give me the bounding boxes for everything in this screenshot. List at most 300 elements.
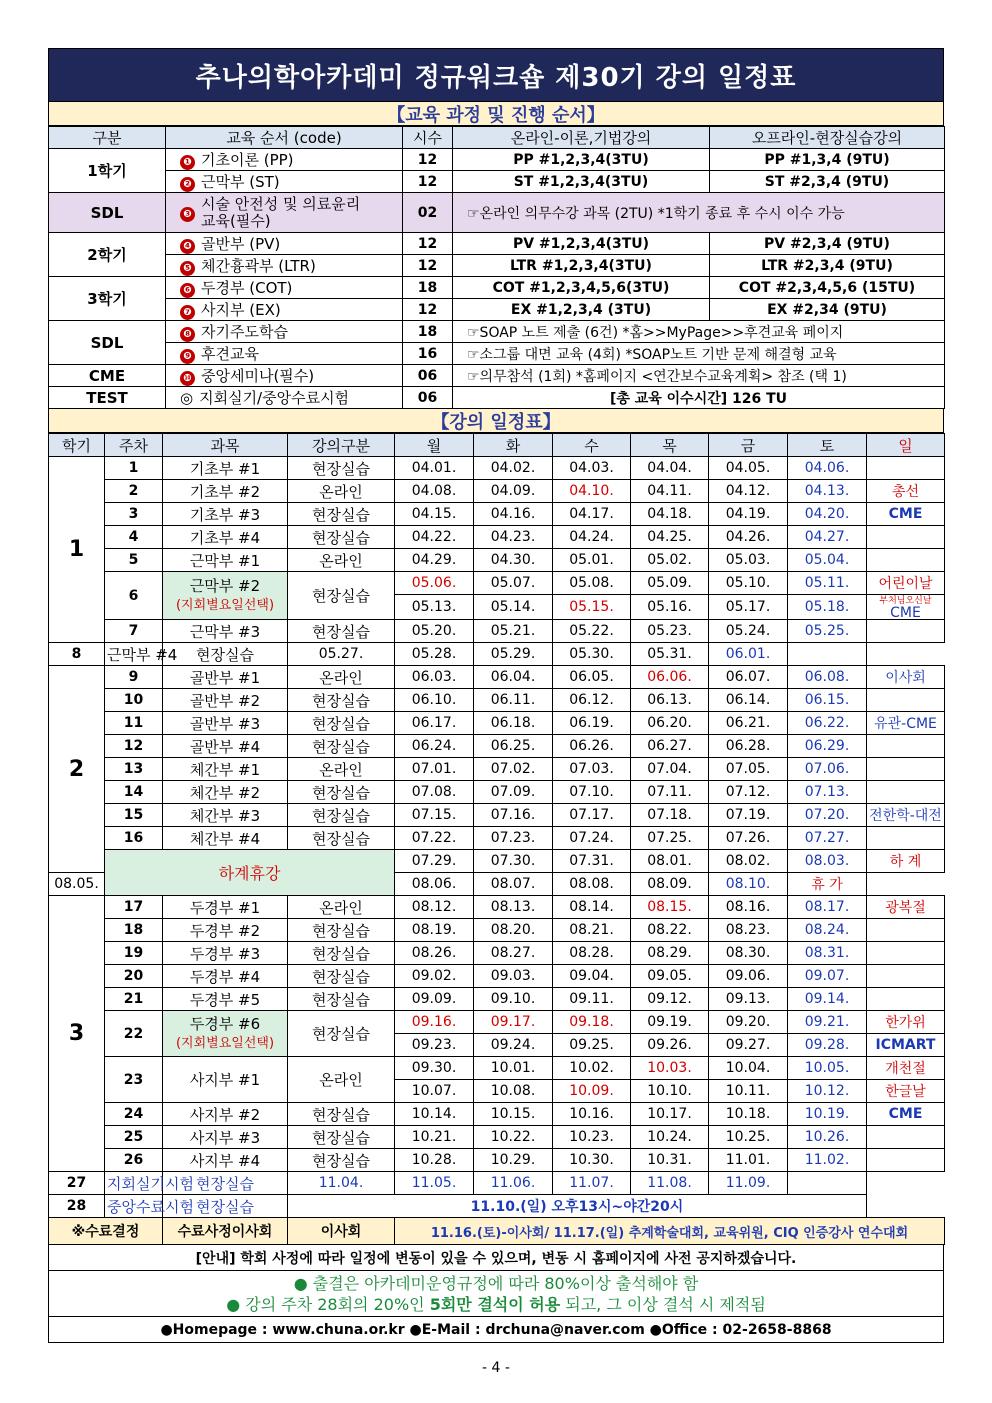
date-cell: 08.31. <box>788 942 867 965</box>
date-cell: 06.07. <box>709 666 788 689</box>
section-schedule-title: 【강의 일정표】 <box>48 409 944 433</box>
schedule-row <box>49 965 945 988</box>
page-number: - 4 - <box>482 1360 510 1376</box>
subject-cell <box>163 1011 288 1057</box>
date-cell: 07.13. <box>788 781 867 804</box>
date-cell: 08.16. <box>709 896 788 919</box>
date-cell: 04.19. <box>709 503 788 526</box>
kind-cell: 온라인 <box>288 896 395 919</box>
course-row <box>49 365 945 387</box>
course-name <box>166 255 403 277</box>
subject-label: 사지부 #2 <box>189 1105 261 1124</box>
course-name <box>166 387 403 409</box>
schedule-page <box>48 48 944 1343</box>
date-cell: 05.03. <box>709 549 788 572</box>
week-cell: 18 <box>105 919 163 942</box>
attendance-line-1: ● 출결은 아카데미운영규정에 따라 80%이상 출석해야 함 <box>293 1273 699 1293</box>
subject-label: 골반부 #4 <box>189 737 261 756</box>
date-cell: 07.20. <box>788 804 867 827</box>
course-offline: PP #1,3,4 (9TU) <box>710 149 945 171</box>
sunday-cell <box>867 827 945 850</box>
course-group: SDL <box>49 321 166 365</box>
course-hours: 18 <box>403 321 453 343</box>
date-cell: 04.02. <box>474 457 553 480</box>
date-cell: 07.10. <box>553 781 631 804</box>
schedule-header: 토 <box>788 434 867 457</box>
date-cell: 05.01. <box>553 549 631 572</box>
date-cell: 09.28. <box>788 1034 867 1057</box>
schedule-row <box>49 781 945 804</box>
subject-label: 근막부 #2 <box>189 576 261 595</box>
date-cell: 10.24. <box>631 1126 709 1149</box>
subject-label: 두경부 #5 <box>189 990 261 1009</box>
date-cell: 10.03. <box>631 1057 709 1080</box>
date-cell: 09.24. <box>474 1034 553 1057</box>
week-cell: 2 <box>105 480 163 503</box>
date-cell: 09.06. <box>709 965 788 988</box>
subject-cell <box>163 572 288 620</box>
date-cell: 10.26. <box>788 1126 867 1149</box>
date-cell: 04.17. <box>553 503 631 526</box>
kind-cell: 현장실습 <box>288 1011 395 1057</box>
subject-label: 골반부 #3 <box>189 714 261 733</box>
week-cell: 24 <box>105 1103 163 1126</box>
date-cell: 05.20. <box>395 620 474 643</box>
subject-label: 중앙수료시험 <box>107 1197 194 1216</box>
course-row <box>49 387 945 409</box>
course-table <box>48 126 945 409</box>
subject-label: 두경부 #4 <box>189 967 261 986</box>
kind-cell: 현장실습 <box>288 689 395 712</box>
schedule-header: 일 <box>867 434 945 457</box>
sunday-cell <box>867 595 945 620</box>
section-course-title: 【교육 과정 및 진행 순서】 <box>48 102 944 126</box>
date-cell: 06.06. <box>631 666 709 689</box>
course-group: CME <box>49 365 166 387</box>
date-cell: 06.29. <box>788 735 867 758</box>
course-row <box>49 277 945 299</box>
subject-cell <box>163 549 288 572</box>
date-cell: 08.06. <box>395 873 474 896</box>
course-name <box>166 193 403 233</box>
date-cell: 09.20. <box>709 1011 788 1034</box>
date-cell: 08.09. <box>631 873 709 896</box>
date-cell: 05.22. <box>553 620 631 643</box>
course-row <box>49 343 945 365</box>
date-cell: 08.10. <box>709 873 788 896</box>
course-online: EX #1,2,3,4 (3TU) <box>453 299 710 321</box>
week-cell: 28 <box>49 1195 105 1218</box>
course-label: 시술 안전성 및 의료윤리 교육(필수) <box>201 194 361 230</box>
course-header: 교육 순서 (code) <box>166 127 403 149</box>
course-row <box>49 299 945 321</box>
date-cell: 08.24. <box>788 919 867 942</box>
kind-cell: 온라인 <box>288 758 395 781</box>
course-name <box>166 171 403 193</box>
course-offline: LTR #2,3,4 (9TU) <box>710 255 945 277</box>
step-number-icon: ❿ <box>180 371 195 386</box>
date-cell: 08.03. <box>788 850 867 873</box>
date-cell: 06.28. <box>709 735 788 758</box>
course-hours: 06 <box>403 387 453 409</box>
course-offline: COT #2,3,4,5,6 (15TU) <box>710 277 945 299</box>
schedule-row <box>49 457 945 480</box>
course-label: 사지부 (EX) <box>201 301 281 319</box>
date-cell: 08.27. <box>474 942 553 965</box>
week-cell: 7 <box>105 620 163 643</box>
date-cell: 07.04. <box>631 758 709 781</box>
date-cell: 09.03. <box>474 965 553 988</box>
date-cell: 06.22. <box>788 712 867 735</box>
kind-cell: 온라인 <box>288 1057 395 1103</box>
schedule-row <box>49 712 945 735</box>
date-cell: 04.06. <box>788 457 867 480</box>
date-cell: 04.26. <box>709 526 788 549</box>
course-note: [총 교육 이수시간] 126 TU <box>453 387 945 409</box>
date-cell: 10.12. <box>788 1080 867 1103</box>
course-name <box>166 321 403 343</box>
date-cell: 08.07. <box>474 873 553 896</box>
schedule-row <box>49 735 945 758</box>
kind-cell: 현장실습 <box>288 712 395 735</box>
date-cell: 10.05. <box>788 1057 867 1080</box>
subject-cell <box>163 896 288 919</box>
date-cell: 10.21. <box>395 1126 474 1149</box>
schedule-row <box>49 1172 945 1195</box>
date-cell: 05.16. <box>631 595 709 620</box>
step-number-icon: ❼ <box>180 305 195 320</box>
week-cell: 10 <box>105 689 163 712</box>
schedule-row <box>49 480 945 503</box>
course-group: 1학기 <box>49 149 166 193</box>
kind-cell: 현장실습 <box>288 503 395 526</box>
course-name <box>166 233 403 255</box>
week-cell: 15 <box>105 804 163 827</box>
completion-kind: 이사회 <box>288 1218 395 1245</box>
course-hours: 18 <box>403 277 453 299</box>
course-label: 자기주도학습 <box>201 323 288 341</box>
course-hours: 12 <box>403 299 453 321</box>
date-cell: 06.24. <box>395 735 474 758</box>
date-cell: 07.26. <box>709 827 788 850</box>
date-cell: 04.29. <box>395 549 474 572</box>
course-group: SDL <box>49 193 166 233</box>
schedule-header: 학기 <box>49 434 105 457</box>
date-cell: 05.14. <box>474 595 553 620</box>
date-cell: 09.05. <box>631 965 709 988</box>
subject-label: 골반부 #2 <box>189 691 261 710</box>
subject-cell <box>163 781 288 804</box>
date-cell: 05.02. <box>631 549 709 572</box>
week-cell: 8 <box>49 643 105 666</box>
date-cell: 04.25. <box>631 526 709 549</box>
date-cell: 10.08. <box>474 1080 553 1103</box>
date-cell: 04.27. <box>788 526 867 549</box>
date-cell: 09.21. <box>788 1011 867 1034</box>
week-cell: 5 <box>105 549 163 572</box>
schedule-row <box>49 572 945 595</box>
course-note: ☞온라인 의무수강 과목 (2TU) *1학기 종료 후 수시 이수 가능 <box>453 193 945 233</box>
course-offline: PV #2,3,4 (9TU) <box>710 233 945 255</box>
date-cell: 07.02. <box>474 758 553 781</box>
course-hours: 12 <box>403 233 453 255</box>
schedule-header: 수 <box>553 434 631 457</box>
course-note: ☞소그룹 대면 교육 (4회) *SOAP노트 기반 문제 해결형 교육 <box>453 343 945 365</box>
date-cell: 05.31. <box>631 643 709 666</box>
sunday-cell: 전한학-대전 <box>867 804 945 827</box>
date-cell: 05.30. <box>553 643 631 666</box>
date-cell: 04.24. <box>553 526 631 549</box>
date-cell: 06.26. <box>553 735 631 758</box>
date-cell: 05.06. <box>395 572 474 595</box>
sunday-cell <box>867 689 945 712</box>
sunday-cell <box>867 919 945 942</box>
date-cell: 06.13. <box>631 689 709 712</box>
date-cell: 06.20. <box>631 712 709 735</box>
date-cell: 06.27. <box>631 735 709 758</box>
course-online: PP #1,2,3,4(3TU) <box>453 149 710 171</box>
date-cell: 07.17. <box>553 804 631 827</box>
subject-label: 체간부 #1 <box>189 760 261 779</box>
date-cell: 10.15. <box>474 1103 553 1126</box>
subject-cell <box>163 965 288 988</box>
course-hours: 12 <box>403 171 453 193</box>
schedule-row <box>49 1126 945 1149</box>
date-cell: 07.11. <box>631 781 709 804</box>
date-cell: 06.05. <box>553 666 631 689</box>
date-cell: 08.13. <box>474 896 553 919</box>
week-cell: 11 <box>105 712 163 735</box>
week-cell: 3 <box>105 503 163 526</box>
sunday-cell <box>867 457 945 480</box>
date-cell: 09.02. <box>395 965 474 988</box>
kind-cell: 현장실습 <box>288 457 395 480</box>
date-cell: 10.02. <box>553 1057 631 1080</box>
kind-cell: 현장실습 <box>163 643 288 666</box>
date-cell: 07.01. <box>395 758 474 781</box>
date-cell: 10.16. <box>553 1103 631 1126</box>
subject-label: 기초부 #1 <box>189 459 261 478</box>
date-cell: 05.27. <box>288 643 395 666</box>
schedule-row <box>49 804 945 827</box>
sunday-cell: 이사회 <box>867 666 945 689</box>
date-cell: 09.17. <box>474 1011 553 1034</box>
sunday-cell: 휴 가 <box>788 873 867 896</box>
week-cell: 22 <box>105 1011 163 1057</box>
date-cell: 07.27. <box>788 827 867 850</box>
completion-subject: 수료사정이사회 <box>163 1218 288 1245</box>
course-note: ☞의무참석 (1회) *홈페이지 <연간보수교육계획> 참조 (택 1) <box>453 365 945 387</box>
date-cell: 07.22. <box>395 827 474 850</box>
schedule-row <box>49 549 945 572</box>
kind-cell: 온라인 <box>288 666 395 689</box>
date-cell: 05.18. <box>788 595 867 620</box>
subject-cell <box>163 919 288 942</box>
date-cell: 06.04. <box>474 666 553 689</box>
date-cell: 06.14. <box>709 689 788 712</box>
subject-label: 두경부 #1 <box>189 898 261 917</box>
notice-text: [안내] 학회 사정에 따라 일정에 변동이 있을 수 있으며, 변동 시 홈페이지에 사전 공지하겠습니다. <box>48 1245 944 1271</box>
course-label: 근막부 (ST) <box>201 173 280 191</box>
course-online: LTR #1,2,3,4(3TU) <box>453 255 710 277</box>
course-row <box>49 233 945 255</box>
schedule-header: 과목 <box>163 434 288 457</box>
vacation-cell: 하계휴강 <box>105 850 395 896</box>
date-cell: 04.15. <box>395 503 474 526</box>
sunday-cell: CME <box>867 1103 945 1126</box>
course-header: 온라인-이론,기법강의 <box>453 127 710 149</box>
date-cell: 11.02. <box>788 1149 867 1172</box>
date-cell: 08.05. <box>49 873 105 896</box>
date-cell: 07.12. <box>709 781 788 804</box>
schedule-header: 주차 <box>105 434 163 457</box>
date-cell: 04.03. <box>553 457 631 480</box>
date-cell: 08.17. <box>788 896 867 919</box>
subject-cell <box>163 503 288 526</box>
course-hours: 12 <box>403 149 453 171</box>
date-cell: 09.18. <box>553 1011 631 1034</box>
subject-label: 사지부 #1 <box>189 1071 261 1089</box>
sunday-cell: 하 계 <box>867 850 945 873</box>
date-cell: 09.26. <box>631 1034 709 1057</box>
course-label: 두경부 (COT) <box>201 279 293 297</box>
step-number-icon: ❸ <box>180 207 195 222</box>
date-cell: 08.12. <box>395 896 474 919</box>
date-cell: 08.23. <box>709 919 788 942</box>
subject-cell <box>163 942 288 965</box>
course-offline: ST #2,3,4 (9TU) <box>710 171 945 193</box>
course-row <box>49 255 945 277</box>
week-cell: 1 <box>105 457 163 480</box>
week-cell: 4 <box>105 526 163 549</box>
date-cell: 10.14. <box>395 1103 474 1126</box>
course-label: 지회실기/중앙수료시험 <box>199 389 350 407</box>
date-cell: 10.01. <box>474 1057 553 1080</box>
kind-cell: 현장실습 <box>288 735 395 758</box>
schedule-row <box>49 919 945 942</box>
date-cell: 06.21. <box>709 712 788 735</box>
schedule-header: 강의구분 <box>288 434 395 457</box>
date-cell: 05.15. <box>553 595 631 620</box>
kind-cell: 현장실습 <box>288 781 395 804</box>
sunday-note: 부처님오신날 <box>879 596 932 606</box>
subject-label: 근막부 #1 <box>189 551 261 570</box>
date-cell: 04.23. <box>474 526 553 549</box>
date-cell: 08.08. <box>553 873 631 896</box>
subject-cell <box>105 1172 194 1195</box>
kind-cell: 온라인 <box>288 549 395 572</box>
schedule-table <box>48 433 945 1245</box>
date-cell: 10.10. <box>631 1080 709 1103</box>
sunday-cell <box>867 942 945 965</box>
subject-cell <box>105 1195 194 1218</box>
date-cell: 05.09. <box>631 572 709 595</box>
sunday-cell <box>867 549 945 572</box>
date-cell: 06.19. <box>553 712 631 735</box>
attendance-box <box>48 1271 944 1317</box>
sunday-cell: 개천절 <box>867 1057 945 1080</box>
course-offline: EX #2,34 (9TU) <box>710 299 945 321</box>
course-row <box>49 171 945 193</box>
course-row <box>49 193 945 233</box>
date-cell: 10.18. <box>709 1103 788 1126</box>
schedule-header-row <box>49 434 945 457</box>
date-cell: 09.10. <box>474 988 553 1011</box>
subject-label: 사지부 #3 <box>189 1128 261 1147</box>
course-hours: 12 <box>403 255 453 277</box>
date-cell: 10.19. <box>788 1103 867 1126</box>
subject-label: 골반부 #1 <box>189 668 261 687</box>
course-name <box>166 277 403 299</box>
week-cell: 27 <box>49 1172 105 1195</box>
subject-label: 사지부 #4 <box>189 1151 261 1170</box>
schedule-row <box>49 896 945 919</box>
subject-label: 체간부 #4 <box>189 829 261 848</box>
course-hours: 02 <box>403 193 453 233</box>
date-cell: 04.08. <box>395 480 474 503</box>
sunday-note: CME <box>890 605 921 621</box>
schedule-row <box>49 988 945 1011</box>
date-cell: 09.25. <box>553 1034 631 1057</box>
subject-cell <box>163 804 288 827</box>
sunday-cell <box>867 1126 945 1149</box>
date-cell: 05.29. <box>474 643 553 666</box>
week-cell: 16 <box>105 827 163 850</box>
date-cell: 08.02. <box>709 850 788 873</box>
step-number-icon: ❺ <box>180 261 195 276</box>
sunday-cell: 총선 <box>867 480 945 503</box>
date-cell: 08.28. <box>553 942 631 965</box>
date-cell: 07.03. <box>553 758 631 781</box>
course-online: ST #1,2,3,4(3TU) <box>453 171 710 193</box>
schedule-row <box>49 643 945 666</box>
date-cell: 09.07. <box>788 965 867 988</box>
date-cell: 10.29. <box>474 1149 553 1172</box>
step-number-icon: ❽ <box>180 327 195 342</box>
schedule-row <box>49 850 945 873</box>
subject-note: (지회별요일선택) <box>175 1035 275 1051</box>
date-cell: 06.12. <box>553 689 631 712</box>
date-cell: 04.04. <box>631 457 709 480</box>
subject-cell <box>163 1149 288 1172</box>
step-number-icon: ❷ <box>180 177 195 192</box>
sunday-cell <box>788 643 867 666</box>
completion-label: ※수료결정 <box>49 1218 163 1245</box>
date-cell: 08.20. <box>474 919 553 942</box>
week-cell: 23 <box>105 1057 163 1103</box>
date-cell: 10.07. <box>395 1080 474 1103</box>
date-cell: 04.05. <box>709 457 788 480</box>
week-cell: 20 <box>105 965 163 988</box>
schedule-row <box>49 827 945 850</box>
exam-cell: 11.10.(일) 오후13시~야간20시 <box>288 1195 867 1218</box>
subject-cell <box>163 480 288 503</box>
course-header: 오프라인-현장실습강의 <box>710 127 945 149</box>
date-cell: 05.08. <box>553 572 631 595</box>
date-cell: 04.12. <box>709 480 788 503</box>
kind-cell: 현장실습 <box>288 1126 395 1149</box>
schedule-row <box>49 1057 945 1080</box>
date-cell: 07.29. <box>395 850 474 873</box>
date-cell: 09.27. <box>709 1034 788 1057</box>
date-cell: 09.09. <box>395 988 474 1011</box>
date-cell: 07.15. <box>395 804 474 827</box>
week-cell: 12 <box>105 735 163 758</box>
course-label: 골반부 (PV) <box>201 235 281 253</box>
date-cell: 09.19. <box>631 1011 709 1034</box>
date-cell: 09.16. <box>395 1011 474 1034</box>
course-name <box>166 343 403 365</box>
